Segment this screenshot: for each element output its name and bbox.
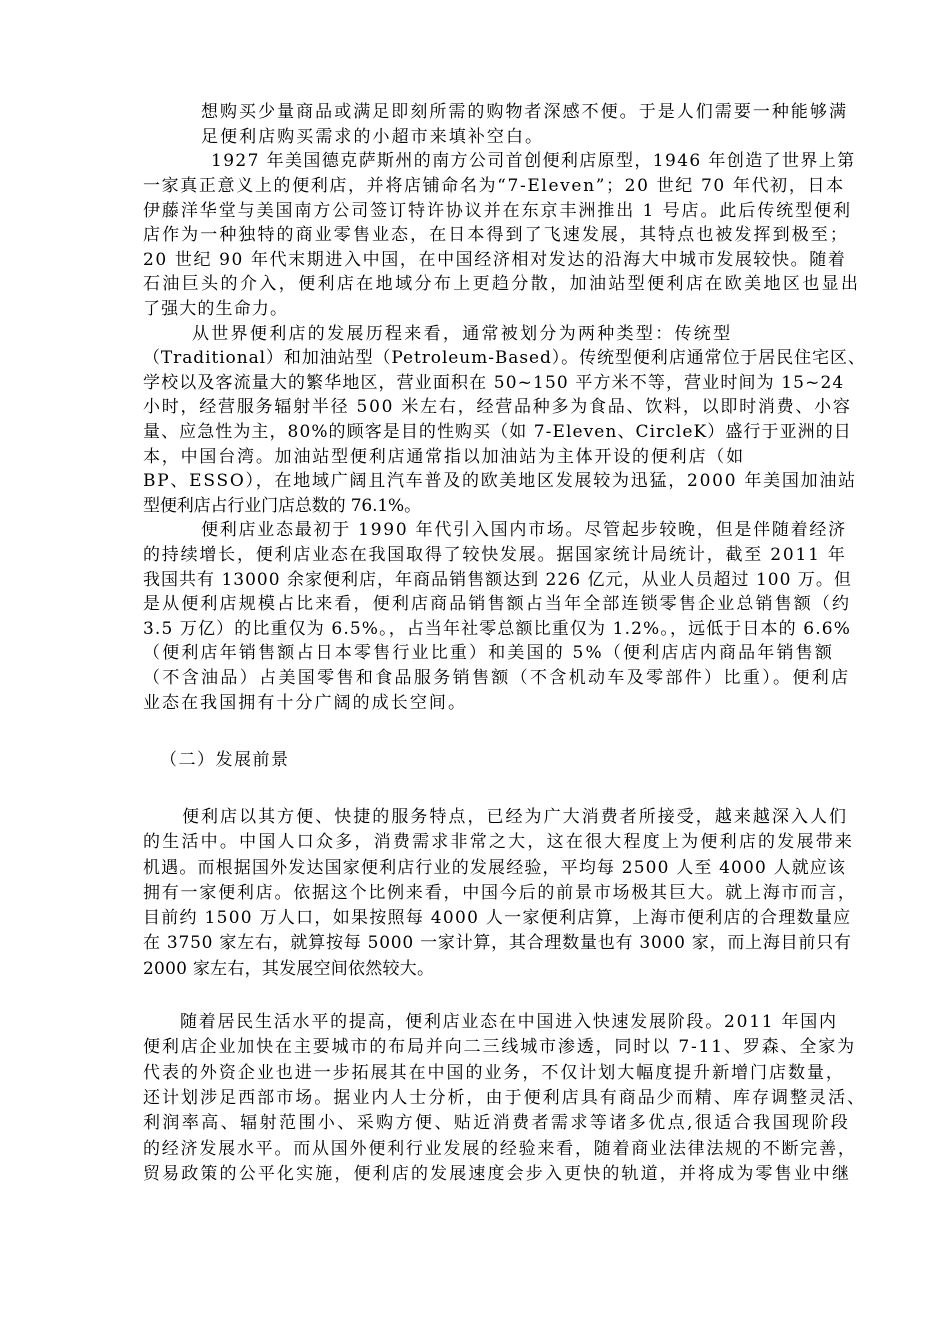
text-line: 的经济发展水平。而从国外便利行业发展的经验来看，随着商业法律法规的不断完善， — [143, 1139, 857, 1159]
text-line: 伊藤洋华堂与美国南方公司签订特许协议并在东京丰洲推出 1 号店。此后传统型便利 — [143, 201, 852, 221]
text-line: 想购买少量商品或满足即刻所需的购物者深感不便。于是人们需要一种能够满 — [201, 102, 849, 122]
text-line: 足便利店购买需求的小超市来填补空白。 — [201, 127, 545, 147]
text-line: 拥有一家便利店。依据这个比例来看，中国今后的前景市场极其巨大。就上海市而言， — [143, 883, 857, 903]
text-line: 的生活中。中国人口众多，消费需求非常之大，这在很大程度上为便利店的发展带来 — [143, 832, 855, 852]
text-line: 在 3750 家左右，就算按每 5000 一家计算，其合理数量也有 3000 家，而上海目前只有 — [143, 933, 852, 953]
text-line: 代表的外资企业也进一步拓展其在中国的业务，不仅计划大幅度提升新增门店数量， — [143, 1063, 845, 1083]
text-line: 学校以及客流量大的繁华地区，营业面积在 50~150 平方米不等，营业时间为 15~24 — [143, 373, 845, 393]
text-line: 利润率高、辐射范围小、采购方便、贴近消费者需求等诸多优点,很适合我国现阶段 — [143, 1113, 851, 1133]
text-line: 量、应急性为主，80%的顾客是目的性购买（如 7-Eleven、CircleK）盛行于亚洲的日 — [143, 422, 852, 442]
text-line: 20 世纪 90 年代末期进入中国，在中国经济相对发达的沿海大中城市发展较快。随着 — [143, 250, 847, 270]
text-line: 我国共有 13000 余家便利店，年商品销售额达到 226 亿元，从业人员超过 100 万。但 — [143, 570, 852, 590]
text-line: 店作为一种独特的商业零售业态，在日本得到了飞速发展，其特点也被发挥到极至； — [143, 225, 849, 245]
section-heading: （二）发展前景 — [160, 750, 290, 770]
text-line: 的持续增长，便利店业态在我国取得了较快发展。据国家统计局统计，截至 2011 年 — [143, 545, 847, 565]
text-line: BP、ESSO），在地域广阔且汽车普及的欧美地区发展较为迅猛，2000 年美国加油站 — [143, 471, 857, 491]
text-line: 贸易政策的公平化实施，便利店的发展速度会步入更快的轨道，并将成为零售业中继 — [143, 1164, 852, 1184]
text-line: 1927 年美国德克萨斯州的南方公司首创便利店原型，1946 年创造了世界上第 — [211, 151, 856, 171]
text-line: 本，中国台湾。加油站型便利店通常指以加油站为主体开设的便利店（如 — [143, 447, 745, 467]
text-line: 便利店企业加快在主要城市的布局并向二三线城市渗透，同时以 7-11、罗森、全家为 — [143, 1037, 856, 1057]
text-line: 了强大的生命力。 — [143, 299, 289, 319]
text-line: （便利店年销售额占日本零售行业比重）和美国的 5%（便利店店内商品年销售额 — [143, 643, 835, 663]
text-line: 目前约 1500 万人口，如果按照每 4000 人一家便利店算，上海市便利店的合理数量应 — [143, 908, 852, 928]
text-line: 是从便利店规模占比来看，便利店商品销售额占当年全部连锁零售企业总销售额（约 — [143, 594, 852, 614]
text-line: 还计划涉足西部市场。据业内人士分析，由于便利店具有商品少而精、库存调整灵活、 — [143, 1088, 867, 1108]
text-line: 3.5 万亿）的比重仅为 6.5%。，占当年社零总额比重仅为 1.2%。，远低于日本的 6.6% — [143, 619, 851, 639]
text-line: 便利店业态最初于 1990 年代引入国内市场。尽管起步较晚，但是伴随着经济 — [201, 520, 847, 540]
text-line: （不含油品）占美国零售和食品服务销售额（不含机动车及零部件）比重）。便利店 — [143, 668, 851, 688]
text-line: 机遇。而根据国外发达国家便利店行业的发展经验，平均每 2500 人至 4000 人就应该 — [143, 858, 847, 878]
text-line: 一家真正意义上的便利店，并将店铺命名为“7-Eleven”；20 世纪 70 年代初，日本 — [143, 176, 845, 196]
text-line: 从世界便利店的发展历程来看，通常被划分为两种类型：传统型 — [192, 324, 733, 344]
text-line: （Traditional）和加油站型（Petroleum-Based）。传统型便利店通常位于居民住宅区、 — [143, 348, 866, 368]
text-line: 2000 家左右，其发展空间依然较大。 — [143, 959, 435, 979]
text-line: 随着居民生活水平的提高，便利店业态在中国进入快速发展阶段。2011 年国内 — [180, 1012, 838, 1032]
text-line: 型便利店占行业门店总数的 76.1%。 — [143, 496, 421, 516]
text-line: 便利店以其方便、快捷的服务特点，已经为广大消费者所接受，越来越深入人们 — [182, 807, 849, 827]
text-line: 业态在我国拥有十分广阔的成长空间。 — [143, 693, 468, 713]
text-line: 小时，经营服务辐射半径 500 米左右，经营品种多为食品、饮料，以即时消费、小容 — [143, 397, 852, 417]
text-line: 石油巨头的介入，便利店在地域分布上更趋分散，加油站型便利店在欧美地区也显出 — [143, 274, 861, 294]
